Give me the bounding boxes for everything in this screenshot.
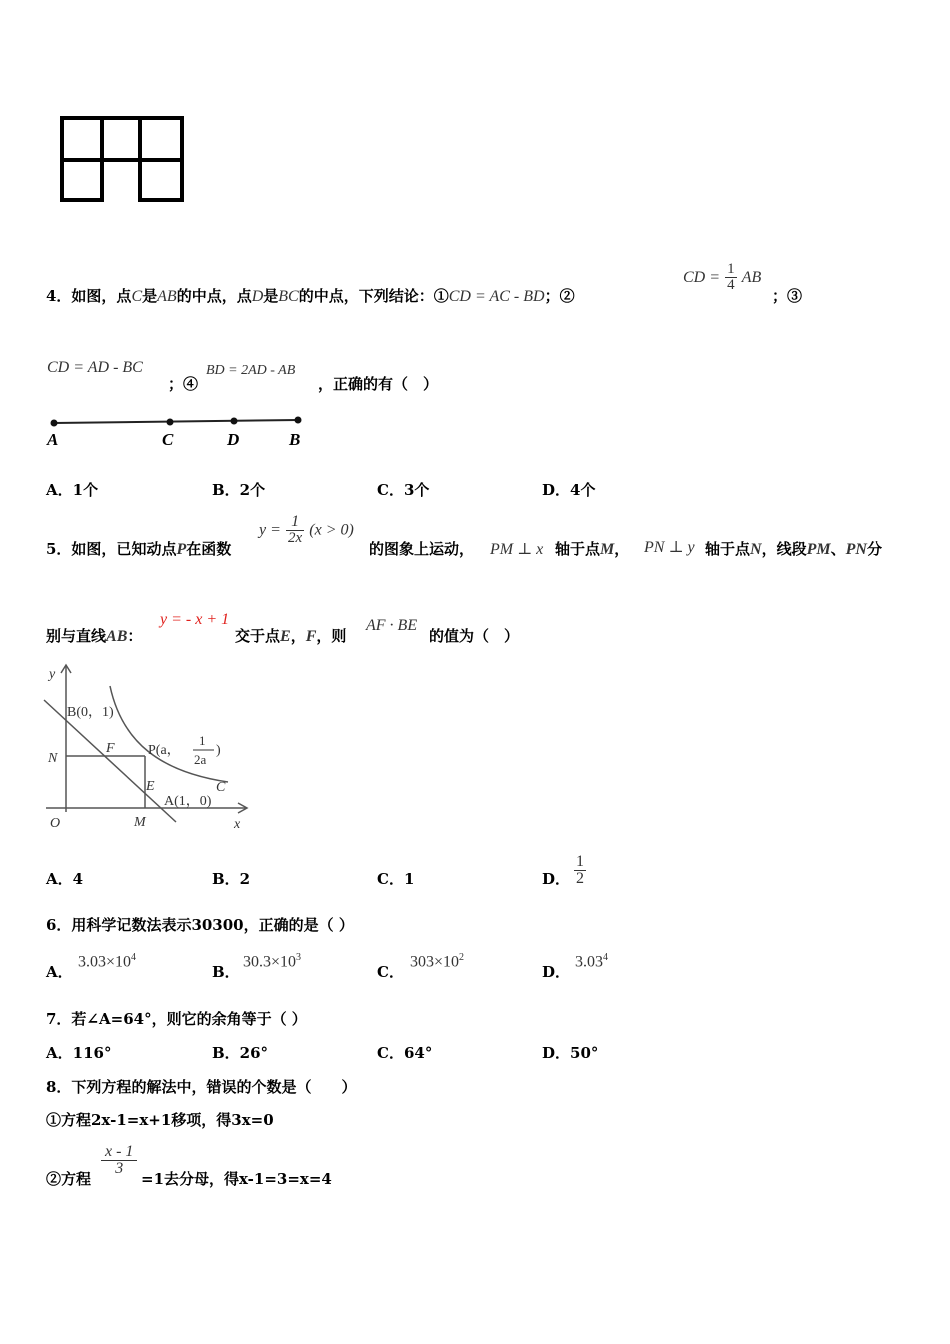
question-5-stem-start: 5．如图，已知动点P在函数 [46, 540, 232, 558]
q5-pn-formula: PN ⊥ y [644, 539, 695, 556]
label-b-point: B(0，1) [67, 705, 114, 720]
q4-separator-3: ；③ [772, 287, 803, 305]
label-b: B [289, 430, 301, 449]
segment-figure [44, 410, 314, 452]
q4-conclusion-2-formula: CD = $\frac{1}{4}$ AB [683, 261, 762, 293]
label-f: F [106, 741, 115, 756]
q7-option-d: D．50° [542, 1044, 599, 1062]
q5-option-b: B．2 [212, 870, 251, 888]
grid-figure [58, 114, 190, 206]
q7-option-b: B．26° [212, 1044, 269, 1062]
q4-option-d: D．4个 [542, 481, 596, 499]
label-x: x [234, 817, 241, 832]
q5-stem-line2-mid: 交于点E，F，则 [235, 627, 347, 645]
q4-question-tail: ，正确的有（ ） [318, 375, 439, 393]
point-d [231, 418, 238, 425]
q5-option-c: C．1 [377, 870, 415, 888]
q6-option-c-label: C． [377, 963, 404, 981]
segment-ab [54, 420, 298, 423]
point-a [51, 420, 58, 427]
question-7-stem: 7．若∠A=64°，则它的余角等于（ ） [46, 1010, 307, 1028]
label-m: M [134, 815, 146, 830]
q7-option-a: A．116° [46, 1044, 112, 1062]
hyperbola-figure [40, 660, 260, 836]
q4-option-b: B．2个 [212, 481, 266, 499]
label-p-point: P(a， [148, 743, 181, 758]
label-y: y [49, 667, 56, 682]
q4-separator-4: ；④ [168, 375, 199, 393]
q6-option-c-value: $303\times 10^2$ [410, 952, 465, 971]
grid-cell [140, 118, 182, 160]
question-8-stem: 8．下列方程的解法中，错误的个数是（ ） [46, 1078, 357, 1096]
label-e: E [146, 779, 155, 794]
grid-cell [102, 118, 140, 160]
q4-conclusion-4-formula: BD = 2AD - AB [206, 363, 296, 378]
q5-function-formula: y = $\frac{1}{2x}$ (x > 0) [259, 513, 354, 546]
question-6-stem: 6．用科学记数法表示30300，正确的是（ ） [46, 916, 354, 934]
question-4-line1: 4．如图，点C是AB的中点，点D是BC的中点，下列结论：①CD = AC - BD；② [46, 287, 575, 305]
q5-stem-line2-end: 的值为（ ） [429, 627, 520, 645]
q7-option-c: C．64° [377, 1044, 433, 1062]
label-c: C [216, 780, 226, 795]
q6-option-b-value: $30.3\times 10^3$ [243, 952, 302, 971]
q6-option-d-label: D． [542, 963, 571, 981]
q5-option-d-fraction: $\frac{1}{2}$ [576, 853, 584, 887]
grid-cell [62, 160, 102, 200]
point-b [295, 417, 302, 424]
label-p-frac-den: 2a [194, 752, 207, 767]
q5-stem-text-2: 轴于点M， [555, 540, 630, 558]
q5-stem-text-3: 轴于点N，线段PM、PN分 [705, 540, 882, 558]
q5-option-a: A．4 [46, 870, 84, 888]
q5-line-equation: y = - x + 1 [160, 611, 230, 628]
label-origin: O [50, 816, 61, 831]
q6-option-b-label: B． [212, 963, 240, 981]
q6-option-a-value: $3.03\times 10^4$ [78, 952, 137, 971]
label-p-close: ) [216, 743, 221, 758]
label-p-frac-num: 1 [199, 733, 206, 748]
label-d: D [227, 430, 240, 449]
q5-stem-text-1: 的图象上运动， [369, 540, 475, 558]
q6-option-d-value: 3.03$^4$ [575, 952, 608, 971]
label-a-point: A(1，0) [164, 794, 212, 809]
q8-item-2-prefix: ②方程 [46, 1170, 92, 1188]
grid-cell [62, 118, 102, 160]
q5-pm-formula: PM ⊥ x [490, 541, 544, 558]
q4-option-a: A．1个 [46, 481, 99, 499]
hyperbola-curve [110, 686, 228, 782]
q4-conclusion-3-formula: CD = AD - BC [47, 359, 143, 376]
label-c: C [162, 430, 174, 449]
q5-product-formula: AF · BE [366, 617, 418, 634]
q6-option-a-label: A． [46, 963, 73, 981]
q5-stem-line2-start: 别与直线AB： [46, 627, 143, 645]
q4-option-c: C．3个 [377, 481, 430, 499]
label-a: A [47, 430, 59, 449]
q8-item-1: ①方程2x-1=x+1移项，得3x=0 [46, 1111, 274, 1129]
point-c [167, 419, 174, 426]
q5-option-d: D． [542, 870, 571, 888]
q8-item-2-suffix: =1去分母，得x-1=3=x=4 [141, 1170, 332, 1188]
q8-item-2-fraction: $\frac{x - 1}{3}$ [101, 1144, 137, 1177]
grid-cell [140, 160, 182, 200]
label-n: N [48, 751, 58, 766]
